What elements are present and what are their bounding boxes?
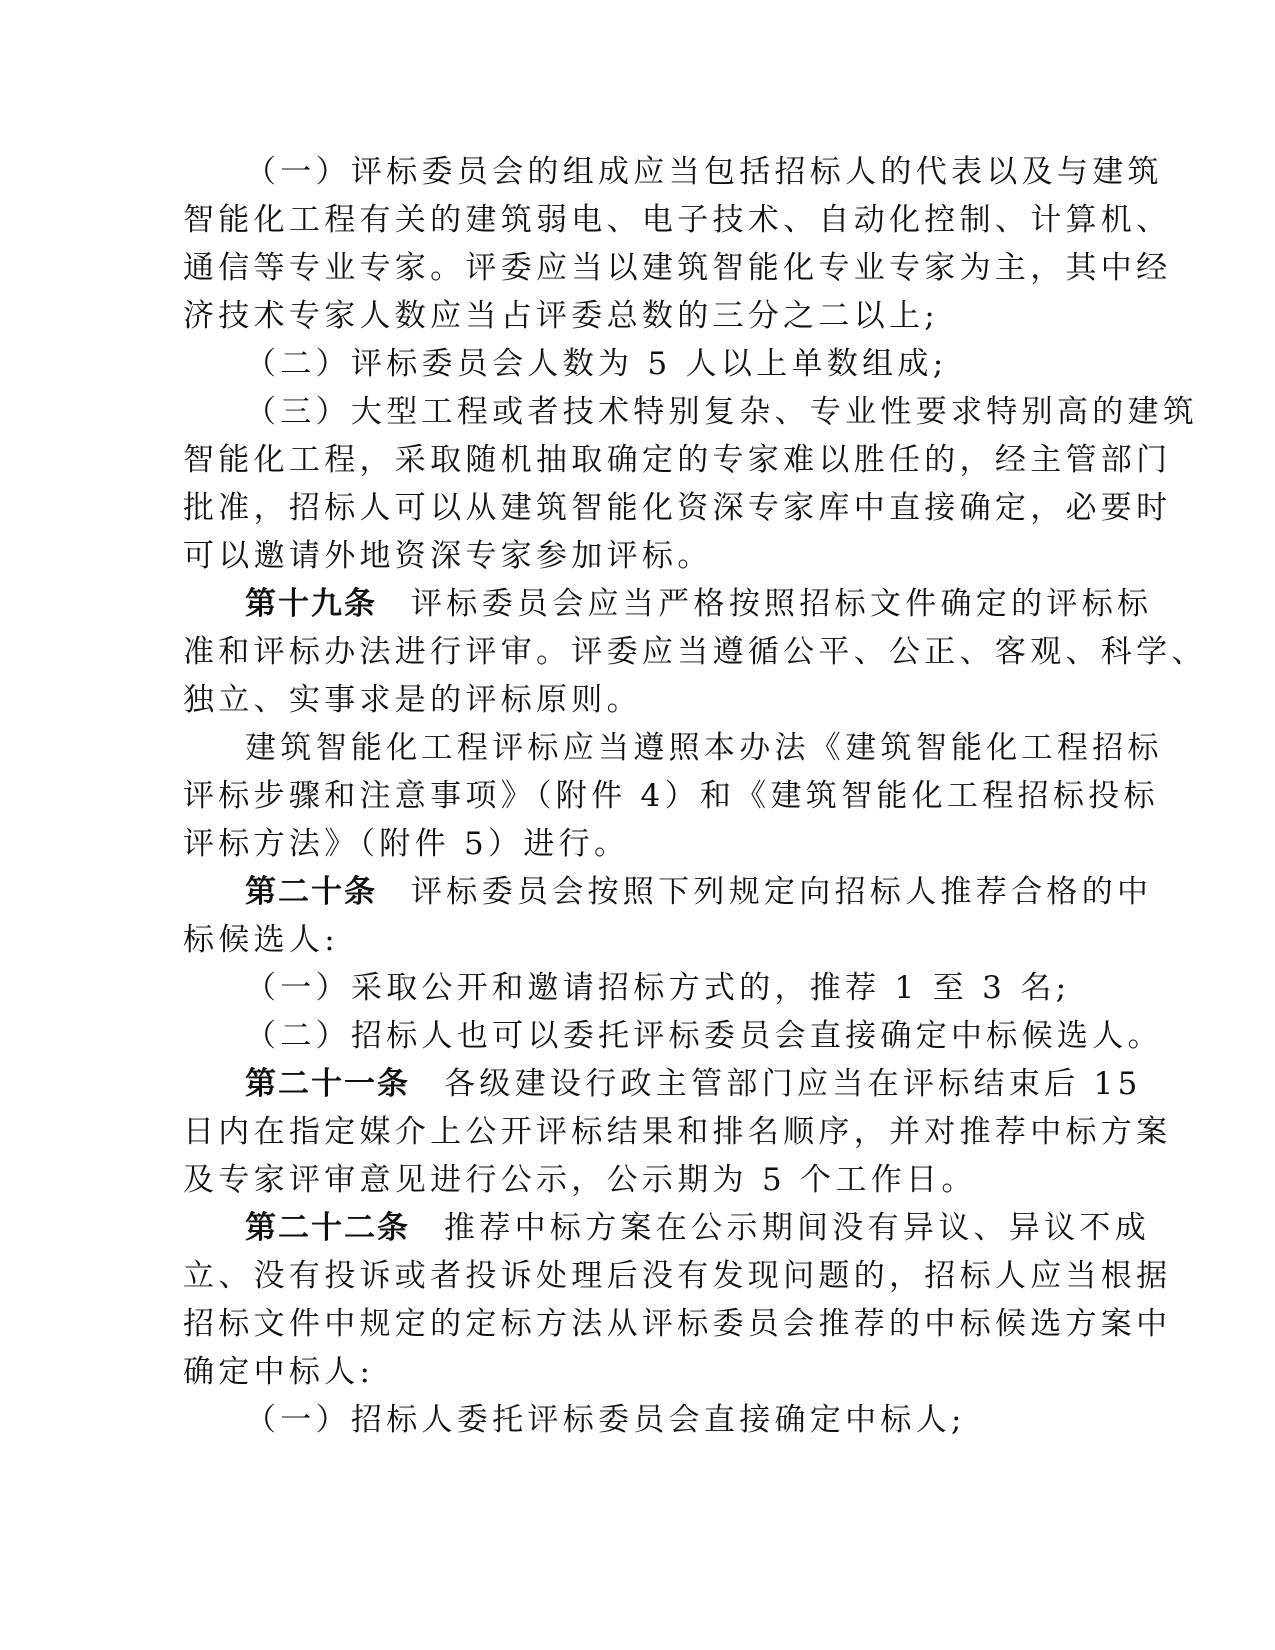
- line-text: （二）招标人也可以委托评标委员会直接确定中标候选人。: [245, 1018, 1163, 1054]
- text-line: [183, 628, 1207, 676]
- line-text: 各级建设行政主管部门应当在评标结束后 15: [444, 1066, 1142, 1102]
- text-line: [183, 292, 1103, 340]
- line-text: 及专家评审意见进行公示，公示期为 5 个工作日。: [183, 1162, 977, 1198]
- text-line: [183, 820, 1103, 868]
- line-text: 智能化工程有关的建筑弱电、电子技术、自动化控制、计算机、: [183, 202, 1172, 238]
- line-text: （二）评标委员会人数为 5 人以上单数组成;: [245, 346, 948, 382]
- line-text: 评标委员会应当严格按照招标文件确定的评标标: [411, 586, 1153, 622]
- text-line: [183, 1348, 1103, 1396]
- text-line: [183, 532, 1103, 580]
- text-line: [183, 1156, 1103, 1204]
- line-text: 智能化工程，采取随机抽取确定的专家难以胜任的，经主管部门: [183, 442, 1172, 478]
- line-text: 准和评标办法进行评审。评委应当遵循公平、公正、客观、科学、: [183, 634, 1207, 670]
- text-line: [183, 1300, 1172, 1348]
- text-line: [183, 244, 1172, 292]
- line-text: 标候选人:: [183, 922, 339, 958]
- line-text: 立、没有投诉或者投诉处理后没有发现问题的，招标人应当根据: [183, 1258, 1172, 1294]
- text-line: [245, 964, 1165, 1012]
- article-line: [245, 1060, 1165, 1108]
- text-line: [245, 724, 1165, 772]
- text-line: [245, 1396, 1165, 1444]
- text-line: [245, 388, 1199, 436]
- article-line: [245, 580, 1165, 628]
- text-line: [183, 916, 1103, 964]
- line-text: 建筑智能化工程评标应当遵照本办法《建筑智能化工程招标: [245, 730, 1163, 766]
- line-text: 通信等专业专家。评委应当以建筑智能化专业专家为主，其中经: [183, 250, 1172, 286]
- text-line: [183, 484, 1172, 532]
- line-text: （三）大型工程或者技术特别复杂、专业性要求特别高的建筑: [245, 394, 1199, 430]
- line-text: 评标步骤和注意事项》（附件 4）和《建筑智能化工程招标投标: [183, 778, 1159, 814]
- text-line: [183, 1252, 1172, 1300]
- line-text: 批准，招标人可以从建筑智能化资深专家库中直接确定，必要时: [183, 490, 1172, 526]
- line-text: 济技术专家人数应当占评委总数的三分之二以上;: [183, 298, 940, 334]
- text-line: [183, 772, 1159, 820]
- line-text: 评标委员会按照下列规定向招标人推荐合格的中: [411, 874, 1153, 910]
- line-text: （一）招标人委托评标委员会直接确定中标人;: [245, 1402, 966, 1438]
- article-line: [245, 868, 1165, 916]
- text-line: [183, 676, 1103, 724]
- article-line: [245, 1204, 1165, 1252]
- line-text: 独立、实事求是的评标原则。: [183, 682, 642, 718]
- line-text: 可以邀请外地资深专家参加评标。: [183, 538, 713, 574]
- article-heading: 第二十二条: [245, 1210, 410, 1246]
- text-line: [183, 436, 1172, 484]
- line-text: 评标方法》（附件 5）进行。: [183, 826, 630, 862]
- article-heading: 第十九条: [245, 586, 377, 622]
- line-text: 日内在指定媒介上公开评标结果和排名顺序，并对推荐中标方案: [183, 1114, 1172, 1150]
- text-line: [245, 1012, 1165, 1060]
- line-text: 招标文件中规定的定标方法从评标委员会推荐的中标候选方案中: [183, 1306, 1172, 1342]
- text-line: [183, 1108, 1172, 1156]
- line-text: （一）评标委员会的组成应当包括招标人的代表以及与建筑: [245, 154, 1163, 190]
- line-text: 确定中标人:: [183, 1354, 375, 1390]
- text-line: [245, 340, 1165, 388]
- text-line: [245, 148, 1165, 196]
- article-heading: 第二十一条: [245, 1066, 410, 1102]
- line-text: 推荐中标方案在公示期间没有异议、异议不成: [444, 1210, 1150, 1246]
- article-heading: 第二十条: [245, 874, 377, 910]
- text-line: [183, 196, 1172, 244]
- line-text: （一）采取公开和邀请招标方式的，推荐 1 至 3 名;: [245, 970, 1071, 1006]
